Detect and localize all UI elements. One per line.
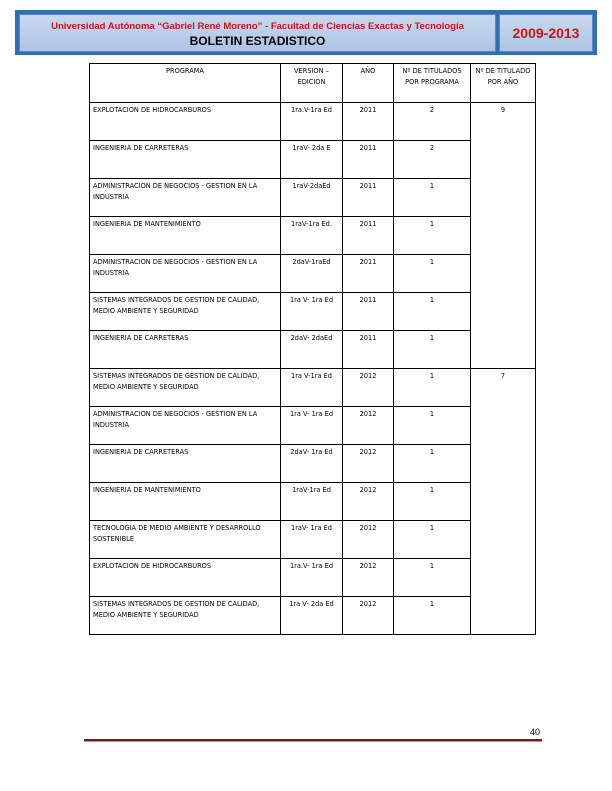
column-header-anio: AÑO — [343, 64, 394, 103]
cell-version: 1raV-1ra Ed. — [281, 217, 343, 255]
header-banner — [15, 10, 597, 55]
cell-titulados-programa: 1 — [394, 597, 471, 635]
column-header-titulados-anio: Nº DE TITULADO POR AÑO — [471, 64, 536, 103]
table-row — [90, 179, 536, 217]
cell-anio: 2011 — [343, 179, 394, 217]
table-row — [90, 293, 536, 331]
column-header-programa: PROGRAMA — [90, 64, 281, 103]
cell-programa: ADMINISTRACION DE NEGOCIOS - GESTION EN LA INDUSTRIA — [90, 407, 281, 445]
cell-programa: SISTEMAS INTEGRADOS DE GESTION DE CALIDAD, MEDIO AMBIENTE Y SEGURIDAD — [90, 293, 281, 331]
cell-version: 1raV- 1ra Ed — [281, 521, 343, 559]
cell-titulados-programa: 2 — [394, 141, 471, 179]
cell-programa: TECNOLOGIA DE MEDIO AMBIENTE Y DESARROLLO SOSTENIBLE — [90, 521, 281, 559]
table-row — [90, 141, 536, 179]
cell-programa: EXPLOTACION DE HIDROCARBUROS — [90, 103, 281, 141]
table-row — [90, 103, 536, 141]
cell-programa: EXPLOTACION DE HIDROCARBUROS — [90, 559, 281, 597]
header-title-box — [19, 14, 496, 52]
table-row — [90, 407, 536, 445]
table-row — [90, 597, 536, 635]
cell-anio: 2012 — [343, 407, 394, 445]
table-row — [90, 369, 536, 407]
footer-rule-shadow — [84, 741, 542, 742]
cell-titulados-programa: 1 — [394, 445, 471, 483]
cell-version: 1raV-2daEd — [281, 179, 343, 217]
cell-anio: 2012 — [343, 559, 394, 597]
cell-anio: 2012 — [343, 597, 394, 635]
column-header-titulados-programa: Nº DE TITULADOS POR PROGRAMA — [394, 64, 471, 103]
cell-version: 2daV- 1ra Ed — [281, 445, 343, 483]
cell-anio: 2012 — [343, 521, 394, 559]
cell-titulados-programa: 2 — [394, 103, 471, 141]
cell-programa: SISTEMAS INTEGRADOS DE GESTION DE CALIDAD, MEDIO AMBIENTE Y SEGURIDAD — [90, 597, 281, 635]
cell-anio: 2011 — [343, 293, 394, 331]
table-row — [90, 521, 536, 559]
table-row — [90, 483, 536, 521]
cell-anio: 2011 — [343, 141, 394, 179]
cell-titulados-programa: 1 — [394, 331, 471, 369]
cell-version: 1ra.V- 1ra Ed — [281, 559, 343, 597]
cell-programa: INGENIERIA DE MANTENIMIENTO — [90, 217, 281, 255]
cell-anio: 2012 — [343, 369, 394, 407]
cell-titulados-programa: 1 — [394, 559, 471, 597]
column-header-version: VERSION – EDICION — [281, 64, 343, 103]
table-header-row — [90, 64, 536, 103]
cell-programa: INGENIERIA DE MANTENIMIENTO — [90, 483, 281, 521]
cell-version: 1raV- 2da E — [281, 141, 343, 179]
cell-anio: 2011 — [343, 217, 394, 255]
cell-programa: ADMINISTRACION DE NEGOCIOS - GESTION EN LA INDUSTRIA — [90, 179, 281, 217]
cell-programa: SISTEMAS INTEGRADOS DE GESTION DE CALIDAD, MEDIO AMBIENTE Y SEGURIDAD — [90, 369, 281, 407]
cell-anio: 2011 — [343, 103, 394, 141]
cell-anio: 2012 — [343, 445, 394, 483]
cell-titulados-anio: 7 — [471, 369, 536, 635]
cell-anio: 2011 — [343, 255, 394, 293]
cell-programa: ADMINISTRACION DE NEGOCIOS - GESTION EN LA INDUSTRIA — [90, 255, 281, 293]
cell-version: 1raV-1ra Ed — [281, 483, 343, 521]
cell-version: 1ra V-1ra Ed — [281, 369, 343, 407]
cell-titulados-programa: 1 — [394, 179, 471, 217]
cell-anio: 2012 — [343, 483, 394, 521]
cell-version: 1ra V- 1ra Ed — [281, 407, 343, 445]
cell-titulados-programa: 1 — [394, 217, 471, 255]
cell-version: 2daV- 2daEd — [281, 331, 343, 369]
cell-titulados-programa: 1 — [394, 407, 471, 445]
cell-anio: 2011 — [343, 331, 394, 369]
cell-programa: INGENIERIA DE CARRETERAS — [90, 445, 281, 483]
cell-version: 1ra V- 1ra Ed — [281, 293, 343, 331]
cell-programa: INGENIERIA DE CARRETERAS — [90, 141, 281, 179]
bulletin-title: BOLETIN ESTADISTICO — [189, 34, 326, 48]
table-row — [90, 255, 536, 293]
graduates-table — [89, 63, 536, 635]
cell-titulados-programa: 1 — [394, 255, 471, 293]
cell-version: 1ra.V-1ra Ed — [281, 103, 343, 141]
table-row — [90, 445, 536, 483]
table-row — [90, 331, 536, 369]
cell-titulados-programa: 1 — [394, 521, 471, 559]
cell-titulados-programa: 1 — [394, 293, 471, 331]
cell-titulados-programa: 1 — [394, 369, 471, 407]
cell-programa: INGENIERIA DE CARRETERAS — [90, 331, 281, 369]
page-number: 40 — [529, 727, 540, 737]
institution-name: Universidad Autónoma “Gabriel René Moreno” - Facultad de Ciencias Exactas y Tecnología — [51, 21, 464, 32]
table-body — [90, 103, 536, 635]
cell-titulados-programa: 1 — [394, 483, 471, 521]
period-label: 2009-2013 — [499, 14, 593, 52]
cell-titulados-anio: 9 — [471, 103, 536, 369]
cell-version: 2daV-1raEd — [281, 255, 343, 293]
cell-version: 1ra V- 2da Ed — [281, 597, 343, 635]
table-row — [90, 217, 536, 255]
table-row — [90, 559, 536, 597]
